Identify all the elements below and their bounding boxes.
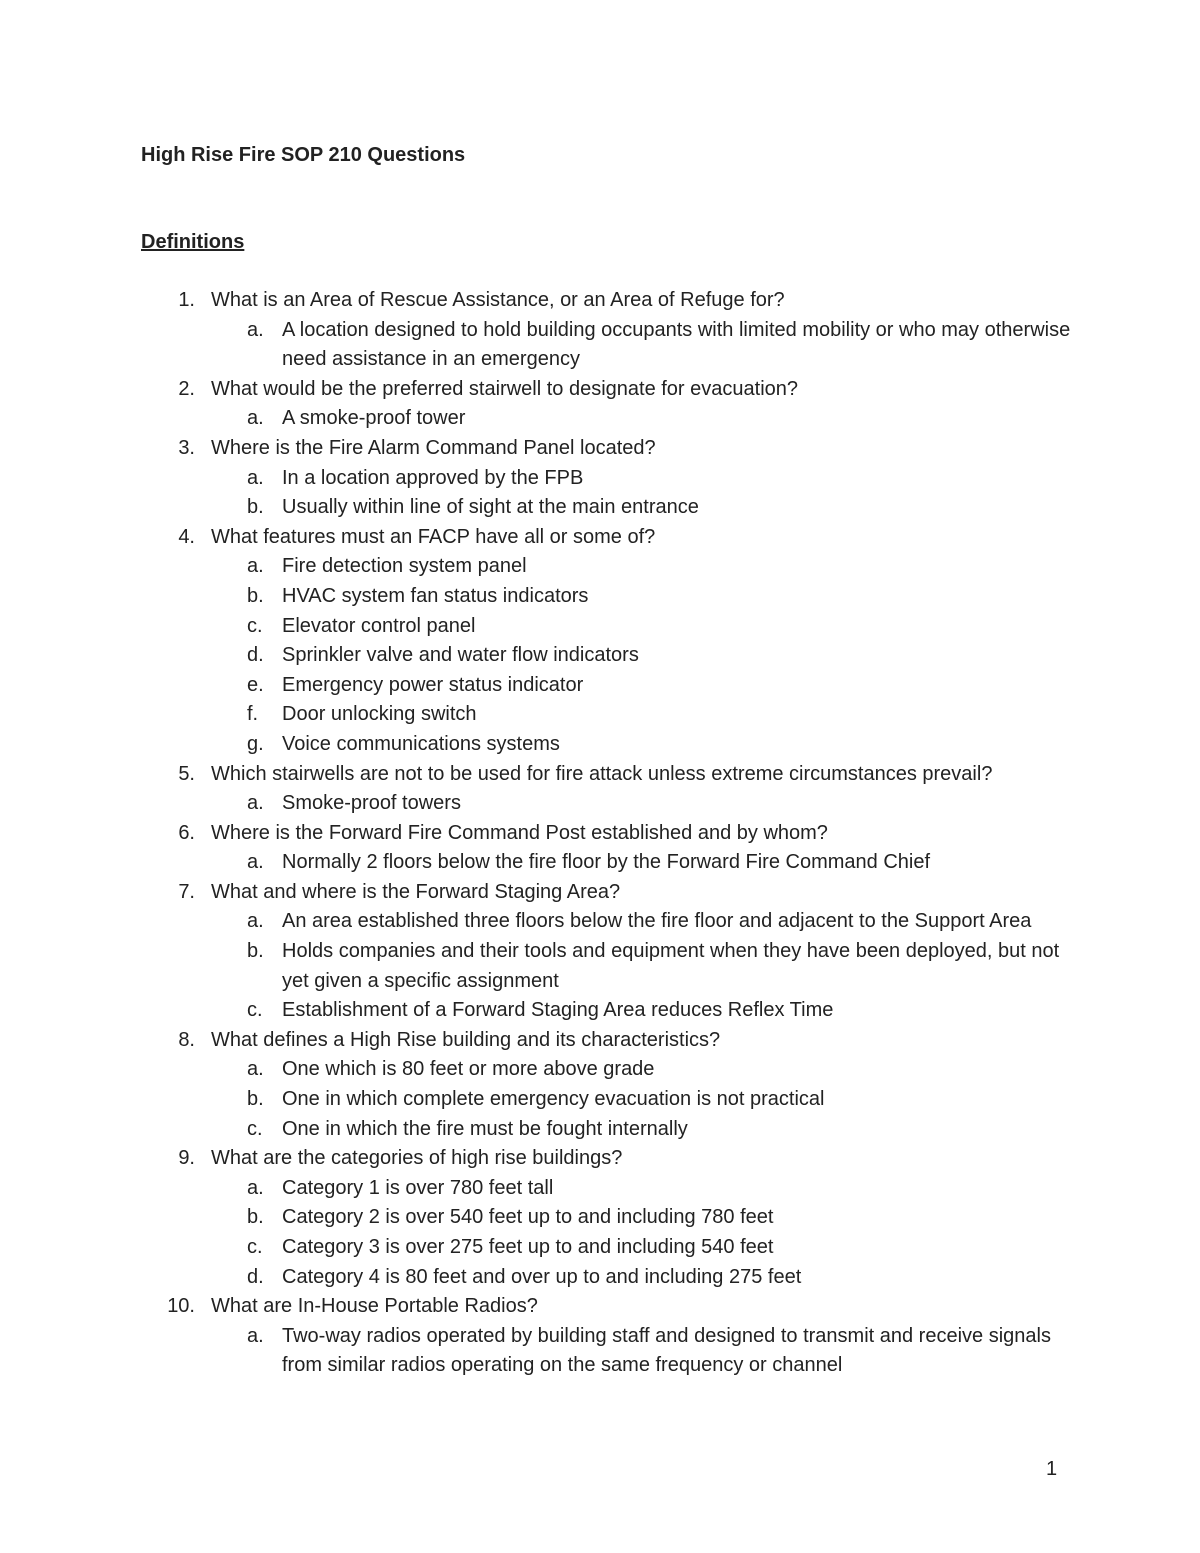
answer-item [0, 907, 1200, 937]
answer-item [0, 612, 1200, 642]
answer-letter: b. [247, 1206, 264, 1229]
answer-text: A smoke-proof tower [282, 407, 466, 430]
answer-text: An area established three floors below the fire floor and adjacent to the Support Area [282, 910, 1032, 933]
question-item [0, 375, 1200, 405]
answer-item [0, 1174, 1200, 1204]
question-number: 9. [178, 1147, 195, 1170]
answer-text: Establishment of a Forward Staging Area reduces Reflex Time [282, 999, 834, 1022]
answer-item [0, 996, 1200, 1026]
section-heading: Definitions [141, 231, 245, 253]
answer-letter: a. [247, 466, 264, 489]
answer-text: In a location approved by the FPB [282, 466, 584, 489]
answer-text: One in which the fire must be fought internally [282, 1117, 688, 1140]
document-title: High Rise Fire SOP 210 Questions [141, 144, 466, 166]
question-item [0, 523, 1200, 553]
answer-text: Usually within line of sight at the main entrance [282, 496, 699, 519]
question-item [0, 434, 1200, 464]
answer-text: Smoke-proof towers [282, 792, 461, 815]
question-text: What features must an FACP have all or some of? [211, 525, 656, 548]
answer-item [0, 552, 1200, 582]
answer-item [0, 671, 1200, 701]
answer-letter: a. [247, 555, 264, 578]
question-text: What and where is the Forward Staging Area? [211, 880, 621, 903]
question-item [0, 1026, 1200, 1056]
answer-letter: a. [247, 1176, 264, 1199]
answer-letter: a. [247, 1324, 264, 1347]
question-number: 2. [178, 377, 195, 400]
answer-letter: d. [247, 1265, 264, 1288]
question-item [0, 1144, 1200, 1174]
answer-item [0, 1115, 1200, 1145]
answer-letter: a. [247, 1058, 264, 1081]
answer-item [0, 848, 1200, 878]
answer-item [0, 1085, 1200, 1115]
answer-item [0, 641, 1200, 671]
answer-letter: a. [247, 792, 264, 815]
answer-letter: b. [247, 584, 264, 607]
answer-letter: d. [247, 644, 264, 667]
answer-item [0, 1055, 1200, 1085]
question-number: 7. [178, 880, 195, 903]
question-item [0, 1292, 1200, 1322]
answer-text: Normally 2 floors below the fire floor by the Forward Fire Command Chief [282, 851, 931, 874]
answer-letter: f. [247, 703, 259, 726]
answer-text: Door unlocking switch [282, 703, 477, 726]
question-number: 3. [178, 436, 195, 459]
question-text: Where is the Fire Alarm Command Panel located? [211, 436, 656, 459]
question-text: What would be the preferred stairwell to designate for evacuation? [211, 377, 799, 400]
answer-text: Emergency power status indicator [282, 673, 584, 696]
answer-text: Category 1 is over 780 feet tall [282, 1176, 554, 1199]
answer-text: Holds companies and their tools and equipment when they have been deployed, but not yet given a specific assignment [282, 940, 1060, 992]
question-list [0, 286, 1200, 1381]
answer-letter: c. [247, 614, 263, 637]
answer-text: One which is 80 feet or more above grade [282, 1058, 655, 1081]
answer-letter: c. [247, 1117, 263, 1140]
question-number: 6. [178, 821, 195, 844]
answer-item [0, 1322, 1200, 1381]
answer-letter: b. [247, 496, 264, 519]
answer-text: HVAC system fan status indicators [282, 584, 589, 607]
answer-item [0, 700, 1200, 730]
answer-item [0, 1203, 1200, 1233]
answer-letter: a. [247, 407, 264, 430]
question-item [0, 286, 1200, 316]
answer-item [0, 730, 1200, 760]
question-item [0, 878, 1200, 908]
answer-text: Sprinkler valve and water flow indicators [282, 644, 639, 667]
answer-text: Category 2 is over 540 feet up to and including 780 feet [282, 1206, 774, 1229]
question-number: 5. [178, 762, 195, 785]
answer-letter: a. [247, 318, 264, 341]
answer-item [0, 464, 1200, 494]
answer-text: Fire detection system panel [282, 555, 527, 578]
answer-item [0, 493, 1200, 523]
answer-text: Voice communications systems [282, 732, 560, 755]
question-text: What defines a High Rise building and its characteristics? [211, 1028, 721, 1051]
answer-letter: a. [247, 910, 264, 933]
question-text: What are In-House Portable Radios? [211, 1295, 538, 1318]
answer-text: Category 3 is over 275 feet up to and including 540 feet [282, 1236, 774, 1258]
answer-letter: b. [247, 1088, 264, 1111]
answer-item [0, 582, 1200, 612]
question-number: 4. [178, 525, 195, 548]
answer-text: Category 4 is 80 feet and over up to and including 275 feet [282, 1265, 802, 1288]
answer-letter: e. [247, 673, 264, 696]
page-number: 1 [1046, 1458, 1058, 1480]
answer-letter: b. [247, 940, 264, 963]
question-text: What is an Area of Rescue Assistance, or an Area of Refuge for? [211, 289, 785, 311]
answer-letter: a. [247, 851, 264, 874]
answer-letter: c. [247, 999, 263, 1022]
answer-letter: c. [247, 1236, 263, 1258]
question-text: Where is the Forward Fire Command Post established and by whom? [211, 821, 828, 844]
answer-text: A location designed to hold building occupants with limited mobility or who may otherwise need assistance in an emergency [282, 318, 1071, 371]
answer-text: Elevator control panel [282, 614, 476, 637]
answer-item [0, 1263, 1200, 1293]
answer-item [0, 789, 1200, 819]
question-number: 1. [178, 289, 195, 311]
answer-text: One in which complete emergency evacuation is not practical [282, 1088, 825, 1111]
answer-item [0, 937, 1200, 996]
question-item [0, 819, 1200, 849]
question-number: 8. [178, 1028, 195, 1051]
answer-item [0, 316, 1200, 375]
question-text: Which stairwells are not to be used for fire attack unless extreme circumstances prevail? [211, 762, 993, 785]
answer-item [0, 404, 1200, 434]
question-number: 10. [167, 1295, 195, 1318]
question-item [0, 760, 1200, 790]
answer-item [0, 1233, 1200, 1263]
answer-text: Two-way radios operated by building staff and designed to transmit and receive signals from similar radios operating on the same frequency or channel [282, 1324, 1051, 1377]
answer-letter: g. [247, 732, 264, 755]
question-text: What are the categories of high rise buildings? [211, 1147, 623, 1170]
